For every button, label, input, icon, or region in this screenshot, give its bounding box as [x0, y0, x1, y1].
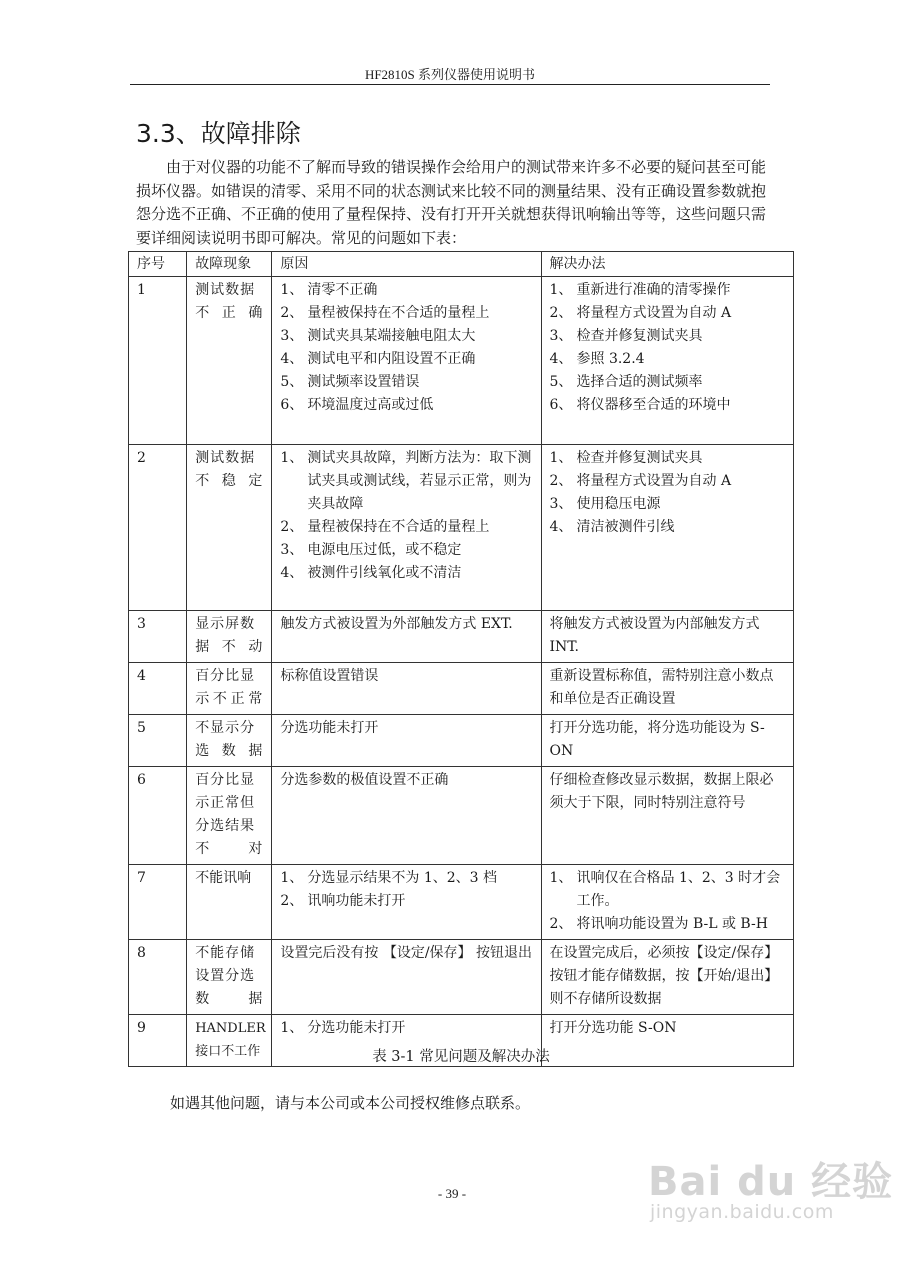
row-symptom: HANDLER 接口不工作 — [187, 1015, 272, 1067]
watermark-url: jingyan.baidu.com — [650, 1201, 834, 1223]
header-no: 序号 — [129, 252, 187, 277]
row-cause: 分选参数的极值设置不正确 — [272, 767, 541, 865]
row-no: 5 — [129, 715, 187, 767]
intro-paragraph: 由于对仪器的功能不了解而导致的错误操作会给用户的测试带来许多不必要的疑问甚至可能损坏仪器。如错误的清零、采用不同的状态测试来比较不同的测量结果、没有正确设置参数就抱怨分选不正确、不正确的使用了量程保持、没有打开开关就想获得讯响输出等等，这些问题只需要详细阅读说明书即可解决。常见的问题如下表： — [136, 158, 767, 247]
table-row — [129, 445, 794, 611]
row-symptom: 百分比显示不正常 — [187, 663, 272, 715]
table-row — [129, 767, 794, 865]
header-solution: 解决办法 — [541, 252, 794, 277]
list-item: 1、 清零不正确 — [280, 282, 378, 298]
table-caption: 表 3-1 常见问题及解决办法 — [372, 1049, 550, 1065]
row-no: 4 — [129, 663, 187, 715]
row-cause: 标称值设置错误 — [272, 663, 541, 715]
row-solution: 打开分选功能，将分选功能设为 S-ON — [541, 715, 794, 767]
list-item: 4、 被测件引线氧化或不清洁 — [280, 565, 462, 581]
table-row — [129, 277, 794, 445]
row-symptom: 百分比显示正常但分选结果不对 — [187, 767, 272, 865]
row-solution: 打开分选功能 S-ON — [541, 1015, 794, 1067]
list-item: 2、 将量程方式设置为自动 A — [549, 473, 732, 489]
row-no: 7 — [129, 865, 187, 940]
row-cause: 设置完后没有按 【设定/保存】 按钮退出 — [272, 940, 541, 1015]
watermark-logo: Bai du 经验 — [648, 1159, 894, 1205]
row-solutions — [541, 445, 794, 611]
row-no: 3 — [129, 611, 187, 663]
row-no: 8 — [129, 940, 187, 1015]
list-item: 1、 讯响仅在合格品 1、2、3 时才会工作。 — [549, 870, 781, 909]
row-solutions — [541, 277, 794, 445]
row-solution: 重新设置标称值，需特别注意小数点和单位是否正确设置 — [541, 663, 794, 715]
list-item: 6、 环境温度过高或过低 — [280, 397, 434, 413]
row-cause: 触发方式被设置为外部触发方式 EXT. — [272, 611, 541, 663]
list-item: 3、 电源电压过低，或不稳定 — [280, 542, 462, 558]
list-item: 4、 清洁被测件引线 — [549, 519, 675, 535]
row-symptom: 测试数据不稳定 — [187, 445, 272, 611]
header-rule — [130, 84, 770, 85]
list-item: 1、 重新进行准确的清零操作 — [549, 282, 731, 298]
row-symptom: 不能讯响 — [187, 865, 272, 940]
list-item: 5、 测试频率设置错误 — [280, 374, 420, 390]
list-item: 1、 分选功能未打开 — [280, 1020, 406, 1036]
list-item: 2、 量程被保持在不合适的量程上 — [280, 305, 490, 321]
table-header-row — [129, 252, 794, 277]
table-row — [129, 663, 794, 715]
table-row — [129, 611, 794, 663]
row-solution: 在设置完成后，必须按【设定/保存】按钮才能存储数据，按【开始/退出】则不存储所设数据 — [541, 940, 794, 1015]
list-item: 2、 量程被保持在不合适的量程上 — [280, 519, 490, 535]
running-header: HF2810S 系列仪器使用说明书 — [364, 67, 536, 82]
list-item: 2、 将讯响功能设置为 B-L 或 B-H — [549, 916, 768, 932]
list-item: 1、 测试夹具故障，判断方法为：取下测试夹具或测试线，若显示正常，则为夹具故障 — [280, 450, 532, 512]
baidu-jingyan-watermark — [648, 1150, 893, 1223]
closing-paragraph: 如遇其他问题，请与本公司或本公司授权维修点联系。 — [170, 1094, 531, 1112]
row-no: 6 — [129, 767, 187, 865]
row-no: 1 — [129, 277, 187, 445]
row-symptom: 不显示分选数据 — [187, 715, 272, 767]
page-number: - 39 - — [437, 1186, 467, 1201]
table-row — [129, 715, 794, 767]
row-causes — [272, 445, 541, 611]
row-solution: 将触发方式被设置为内部触发方式 INT. — [541, 611, 794, 663]
list-item: 3、 使用稳压电源 — [549, 496, 661, 512]
row-no: 9 — [129, 1015, 187, 1067]
table-row — [129, 865, 794, 940]
table-row — [129, 940, 794, 1015]
row-symptom: 不能存储设置分选数据 — [187, 940, 272, 1015]
list-item: 1、 分选显示结果不为 1、2、3 档 — [280, 870, 498, 886]
header-symptom: 故障现象 — [187, 252, 272, 277]
list-item: 1、 检查并修复测试夹具 — [549, 450, 703, 466]
row-no: 2 — [129, 445, 187, 611]
row-solution: 仔细检查修改显示数据，数据上限必须大于下限，同时特别注意符号 — [541, 767, 794, 865]
list-item: 3、 检查并修复测试夹具 — [549, 328, 703, 344]
fault-table — [128, 251, 794, 1067]
list-item: 4、 参照 3.2.4 — [549, 351, 645, 367]
list-item: 2、 将量程方式设置为自动 A — [549, 305, 732, 321]
list-item: 6、 将仪器移至合适的环境中 — [549, 397, 731, 413]
list-item: 5、 选择合适的测试频率 — [549, 374, 703, 390]
list-item: 4、 测试电平和内阻设置不正确 — [280, 351, 476, 367]
section-title: 3.3、故障排除 — [136, 119, 301, 148]
row-symptom: 测试数据不正确 — [187, 277, 272, 445]
row-causes — [272, 865, 541, 940]
list-item: 2、 讯响功能未打开 — [280, 893, 406, 909]
list-item: 3、 测试夹具某端接触电阻太大 — [280, 328, 476, 344]
row-symptom: 显示屏数据不动 — [187, 611, 272, 663]
row-solutions — [541, 865, 794, 940]
row-causes — [272, 277, 541, 445]
row-cause: 分选功能未打开 — [272, 715, 541, 767]
header-cause: 原因 — [272, 252, 541, 277]
